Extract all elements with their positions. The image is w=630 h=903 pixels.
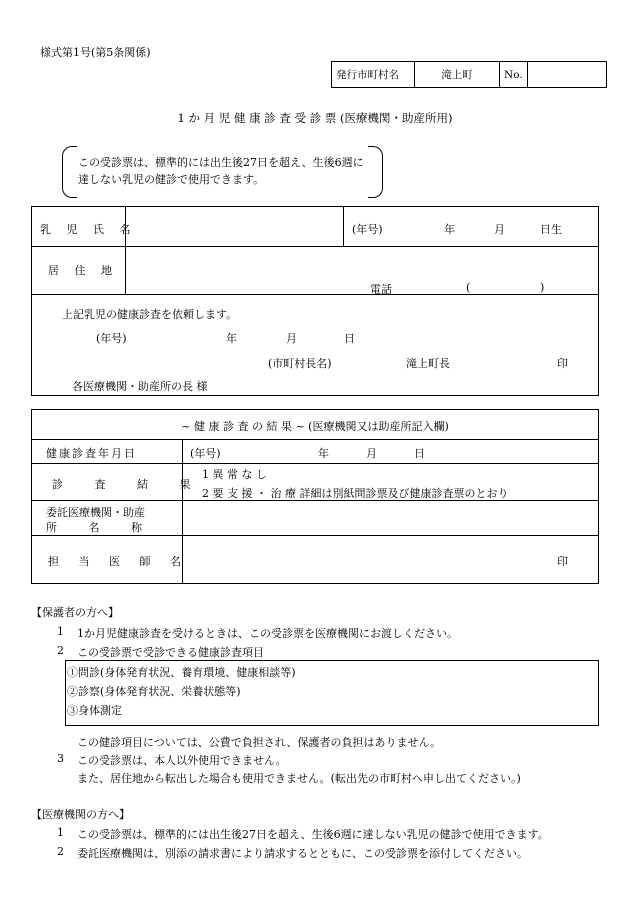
issuer-no-label: No. (500, 62, 528, 88)
col-divider (343, 206, 344, 246)
infant-name-field[interactable] (130, 210, 338, 242)
row-divider (31, 439, 599, 440)
public-cost-note: この健診項目については、公費で負担され、保護者の負担はありません。 (77, 736, 442, 749)
birth-era-label: (年号) (352, 223, 383, 236)
exam-year-label: 年 (318, 447, 329, 460)
phone-label: 電話 (370, 283, 392, 296)
result-label: 診 査 結 果 (52, 478, 205, 491)
guardian-item-3-num: 3 (57, 752, 64, 765)
facility-label-line-2: 所 名 称 (46, 521, 156, 534)
form-number: 様式第1号(第5条関係) (40, 46, 151, 59)
doctor-label: 担 当 医 師 名 (48, 555, 189, 568)
medical-item-1-num: 1 (57, 826, 64, 839)
guardian-item-3a: この受診票は、本人以外使用できません。 (77, 754, 287, 767)
guardian-item-1-num: 1 (57, 625, 64, 638)
medical-heading: 【医療機関の方へ】 (31, 808, 130, 821)
medical-item-1: この受診票は、標準的には出生後27日を超え、生後6週に達しない乳児の健診で使用できます。 (77, 828, 549, 841)
mayor-label: (市町村長名) (268, 357, 332, 370)
exam-day-label: 日 (414, 447, 425, 460)
col-divider (125, 206, 126, 294)
guardian-item-2-num: 2 (57, 644, 64, 657)
row-divider (31, 246, 599, 247)
address-field[interactable] (130, 250, 590, 276)
request-year-label: 年 (226, 332, 237, 345)
checkup-item-measurement: ③身体測定 (67, 704, 122, 717)
infant-name-label: 乳 児 氏 名 (40, 223, 137, 236)
checkup-item-examination: ②診察(身体発育状況、栄養状態等) (67, 685, 241, 698)
notice-bracket-right (368, 146, 383, 198)
addressee: 各医療機関・助産所の長 様 (72, 380, 208, 393)
guardian-item-1: 1か月児健康診査を受けるときは、この受診票を医療機関にお渡しください。 (77, 627, 458, 640)
request-era-label: (年号) (96, 332, 127, 345)
medical-item-2: 委託医療機関は、別添の請求書により請求するとともに、この受診票を添付してください。 (77, 847, 528, 860)
page-title: 1 か 月 児 健 康 診 査 受 診 票 (医療機関・助産所用) (177, 111, 453, 125)
birth-month-label: 月 (494, 223, 505, 236)
result-option-followup[interactable]: 2 要 支 援 ・ 治 療 詳細は別紙問診票及び健康診査票のとおり (202, 487, 509, 500)
address-label: 居 住 地 (48, 264, 118, 277)
exam-month-label: 月 (366, 447, 377, 460)
mayor-name: 滝上町長 (406, 357, 450, 370)
doctor-seal: 印 (557, 555, 568, 568)
row-divider (31, 535, 599, 536)
notice-line-1: この受診票は、標準的には出生後27日を超え、生後6週に (78, 156, 364, 169)
facility-name-field[interactable] (188, 504, 593, 532)
notice-line-2: 達しない乳児の健診で使用できます。 (78, 173, 265, 186)
request-text: 上記乳児の健康診査を依頼します。 (62, 308, 238, 321)
issuer-box (331, 61, 607, 88)
notice-text (78, 154, 364, 188)
result-option-normal[interactable]: 1 異 常 な し (202, 468, 267, 481)
row-divider (31, 294, 599, 295)
facility-label-line-1: 委託医療機関・助産 (46, 506, 145, 519)
request-day-label: 日 (344, 332, 355, 345)
exam-date-label: 健康診査年月日 (46, 447, 137, 460)
mayor-seal: 印 (557, 357, 568, 370)
birth-day-label: 日生 (540, 223, 562, 236)
guardian-item-3b: また、居住地から転出した場合も使用できません。(転出先の市町村へ申し出てください。) (77, 772, 521, 785)
issuer-name: 滝上町 (415, 62, 500, 88)
guardian-item-2: この受診票で受診できる健康診査項目 (77, 646, 264, 659)
row-divider (31, 463, 599, 464)
issuer-no-field[interactable] (527, 62, 606, 88)
notice-bracket-left (62, 146, 77, 198)
medical-item-2-num: 2 (57, 845, 64, 858)
results-header: ~ 健 康 診 査 の 結 果 ~ (医療機関又は助産所記入欄) (181, 420, 449, 433)
guardian-heading: 【保護者の方へ】 (31, 606, 119, 619)
phone-close-paren: ) (540, 281, 545, 294)
request-month-label: 月 (286, 332, 297, 345)
exam-era-label: (年号) (190, 447, 221, 460)
issuer-label: 発行市町村名 (332, 62, 415, 88)
phone-open-paren: ( (466, 281, 471, 294)
checkup-item-interview: ①問診(身体発育状況、養育環境、健康相談等) (67, 666, 296, 679)
doctor-name-field[interactable] (188, 540, 548, 580)
birth-year-label: 年 (444, 223, 455, 236)
